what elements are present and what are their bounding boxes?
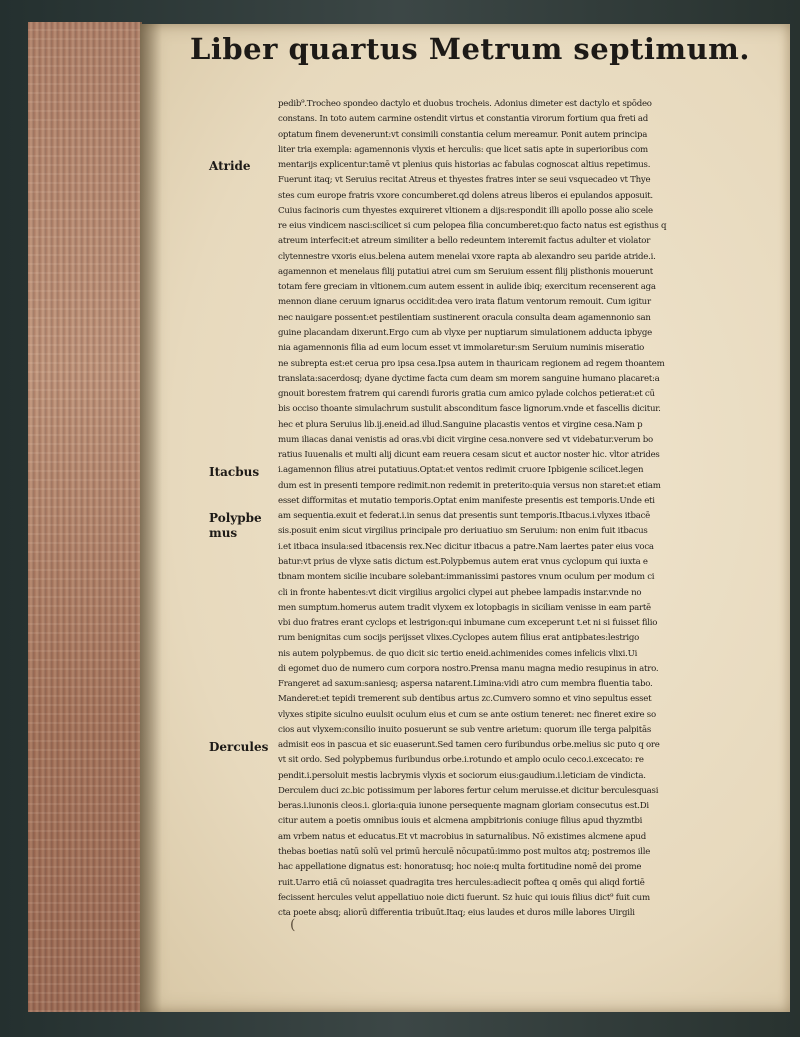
- commentary-line: bis occiso thoante simulachrum sustulit absconditum fasce lignorum.vnde et fascellis dicitur.: [278, 404, 661, 415]
- commentary-line: Frangeret ad saxum:saniesq; aspersa natarent.Limina:vidi atro cum membra fluentia tabo.: [278, 679, 653, 690]
- commentary-line: vt sit ordo. Sed polypbemus furibundus orbe.i.rotundo et amplo oculo ceco.i.excecato: re: [278, 755, 644, 766]
- commentary-line: admisit eos in pascua et sic euaserunt.Sed tamen cero furibundus orbe.melius sic puto q ore: [278, 740, 660, 751]
- commentary-line: constans. In toto autem carmine ostendit virtus et constantia virorum fortium qua freti ad: [278, 114, 649, 125]
- book-page-edges: [28, 22, 142, 1012]
- running-head: Liber quartus Metrum septimum.: [190, 32, 750, 66]
- commentary-line: ruit.Uarro etiā cū noiasset quadragita tres hercules:adiecit poftea q omēs qui aliqd fortiē: [278, 877, 645, 888]
- commentary-line: pedib⁹.Trocheo spondeo dactylo et duobus trocheis. Adonius dimeter est dactylo et spōdeo: [278, 99, 652, 109]
- commentary-line: hec et plura Seruius lib.ij.eneid.ad illud.Sanguine placastis ventos et virgine cesa.Nam p: [278, 419, 643, 430]
- commentary-line: am vrbem natus et educatus.Et vt macrobius in saturnalibus. Nō existimes alcmene apud: [278, 831, 646, 842]
- commentary-line: mum iliacas danai venistis ad oras.vbi dicit virgine cesa.nonvere sed vt videbatur.verum bo: [278, 434, 653, 445]
- commentary-line: translata:sacerdosq; dyane dyctime facta cum deam sm morem sanguine humano placaret:a: [278, 373, 660, 384]
- commentary-line: di egomet duo de numero cum corpora nostro.Prensa manu magna medio resupinus in atro.: [278, 663, 659, 674]
- commentary-line: mentarijs explicentur:tamē vt plenius quis historias ac fabulas cognoscat altius repetimus.: [278, 160, 651, 171]
- commentary-line: mennon diane ceruum ignarus occidit:dea vero irata flatum ventorum remouit. Cum igitur: [278, 297, 651, 308]
- commentary-line: thebas boetias natū solū vel primū herculē nōcupatū:immo post multos atq; postremos ille: [278, 847, 651, 858]
- commentary-line: Manderet:et tepidi tremerent sub dentibus artus zc.Cumvero somno et vino sepultus esset: [278, 694, 652, 705]
- commentary-text-block: [278, 97, 762, 921]
- margin-note-atride: Atride: [209, 159, 251, 173]
- commentary-line: am sequentia.exuit et federat.i.in senus dat presentis sunt temporis.Itbacus.i.vlyxes itbacē: [278, 511, 650, 522]
- commentary-line: clytennestre vxoris eius.belena autem menelai vxore rapta ab alexandro seu paride atride.i.: [278, 251, 656, 262]
- commentary-line: tbnam montem sicilie incubare solebant:immanissimi pastores vnum oculum per modum ci: [278, 572, 655, 583]
- commentary-line: nis autem polypbemus. de quo dicit sic tertio eneid.achimenides comes infelicis vlixi.Ui: [278, 648, 638, 659]
- commentary-line: esset difformitas et mutatio temporis.Optat enim manifeste presentis est temporis.Unde eti: [278, 495, 655, 506]
- commentary-line: rum benignitas cum socijs perijsset vlixes.Cyclopes autem filius erat antipbates:lestrigo: [278, 633, 640, 644]
- commentary-line: re eius vindicem nasci:scilicet si cum pelopea filia concumberet:quo facto natus est egisthus q: [278, 221, 667, 232]
- commentary-line: Cuius facinoris cum thyestes exquireret vltionem a dijs:respondit illi apollo posse alio scele: [278, 205, 653, 216]
- margin-note-dercules: Dercules: [209, 740, 269, 754]
- commentary-line: fecissent hercules velut appellatiuo noie dicti fuerunt. Sz huic qui iouis filius dict⁹ fuit cum: [278, 892, 650, 903]
- margin-note-polypbemus-1: Polypbe: [209, 511, 262, 525]
- commentary-line: dum est in presenti tempore redimit.non redemit in preterito:quia versus non staret:et etiam: [278, 480, 661, 491]
- stray-pen-mark: (: [290, 917, 296, 933]
- commentary-line: Derculem duci zc.bic potissimum per labores fertur celum meruisse.et dicitur berculesquasi: [278, 785, 659, 796]
- gutter-shadow: [140, 24, 162, 1012]
- commentary-line: ratius Iuuenalis et multi alij dicunt eam reuera cesam sicut et auctor noster hic. vltor atrides: [278, 450, 660, 461]
- commentary-line: cli in fronte habentes:vt dicit virgilius argolici clypei aut phebee lampadis instar.vnde no: [278, 587, 642, 598]
- commentary-line: pendit.i.persoluit mestis lacbrymis vlyxis et sociorum eius:gaudium.i.leticiam de vindicta.: [278, 770, 646, 781]
- commentary-line: vbi duo fratres erant cyclops et lestrigon:qui inbumane cum exceperunt t.et ni si fuisset filio: [278, 618, 658, 629]
- commentary-line: gnouit borestem fratrem qui carendi furoris gratia cum amico pylade colchos petierat:et cū: [278, 389, 655, 400]
- commentary-line: men sumptum.homerus autem tradit vlyxem ex lotopbagis in siciliam venisse in eam partē: [278, 602, 651, 613]
- commentary-line: atreum interfecit:et atreum similiter a bello redeuntem interemit factus adulter et violator: [278, 236, 651, 247]
- margin-note-polypbemus-2: mus: [209, 526, 238, 540]
- commentary-line: i.et itbaca insula:sed itbacensis rex.Nec dicitur itbacus a patre.Nam laertes pater eius voca: [278, 541, 654, 552]
- commentary-line: vlyxes stipite siculno euulsit oculum eius et cum se ante ostium teneret: nec fineret exire so: [278, 709, 656, 720]
- commentary-line: guine placandam dixerunt.Ergo cum ab vlyxe per nuptiarum simulationem adducta ipbyge: [278, 327, 652, 338]
- commentary-line: nia agamennonis filia ad eum locum esset vt immolaretur:sm Seruium numinis miseratio: [278, 343, 645, 354]
- commentary-line: cios aut vlyxem:consilio inuito posuerunt se sub ventre arietum: quorum ille terga palpitās: [278, 724, 651, 735]
- commentary-line: liter tria exempla: agamennonis vlyxis et herculis: que licet satis apte in superioribus com: [278, 144, 648, 155]
- commentary-line: beras.i.iunonis cleos.i. gloria:quia iunone persequente magnam gloriam consecutus est.Di: [278, 801, 649, 812]
- margin-note-itacbus: Itacbus: [209, 465, 260, 479]
- commentary-line: batur:vt prius de vlyxe satis dictum est.Polypbemus autem erat vnus cyclopum qui iuxta e: [278, 556, 648, 567]
- commentary-line: citur autem a poetis omnibus iouis et alcmena ampbitrionis coniuge filius apud thyzmtbi: [278, 816, 643, 827]
- commentary-line: ne subrepta est:et cerua pro ipsa cesa.Ipsa autem in thauricam regionem ad regem thoantem: [278, 358, 665, 369]
- commentary-line: optatum finem devenerunt:vt consimili constantia celum mereamur. Ponit autem principa: [278, 129, 648, 140]
- commentary-line: Fuerunt itaq; vt Seruius recitat Atreus et thyestes fratres inter se seui vsquecadeo vt Thye: [278, 175, 651, 186]
- commentary-line: agamennon et menelaus filij putatiui atrei cum sm Seruium essent filij plisthonis mouerunt: [278, 266, 653, 277]
- commentary-line: nec nauigare possent:et pestilentiam sustinerent oracula consulta deam agamennonio san: [278, 312, 651, 323]
- commentary-line: hac appellatione dignatus est: honoratusq; hoc noie:q multa fortitudine nomē dei prome: [278, 862, 642, 873]
- commentary-line: sis.posuit enim sicut virgilius principale pro deriuatiuo sm Seruium: non enim fuit itbacus: [278, 526, 648, 537]
- commentary-line: stes cum europe fratris vxore concumberet.qd dolens atreus liberos ei epulandos apposuit.: [278, 190, 653, 201]
- commentary-line: totam fere greciam in vltionem.cum autem essent in aulide ibiq; exercitum recenserent aga: [278, 282, 656, 293]
- commentary-line: i.agamennon filius atrei putatiuus.Optat:et ventos redimit cruore Ipbigenie scilicet.legen: [278, 465, 644, 476]
- commentary-line: cta poete absq; aliorū differentia tribuūt.Itaq; eius laudes et duros mille labores Uirgili: [278, 908, 635, 919]
